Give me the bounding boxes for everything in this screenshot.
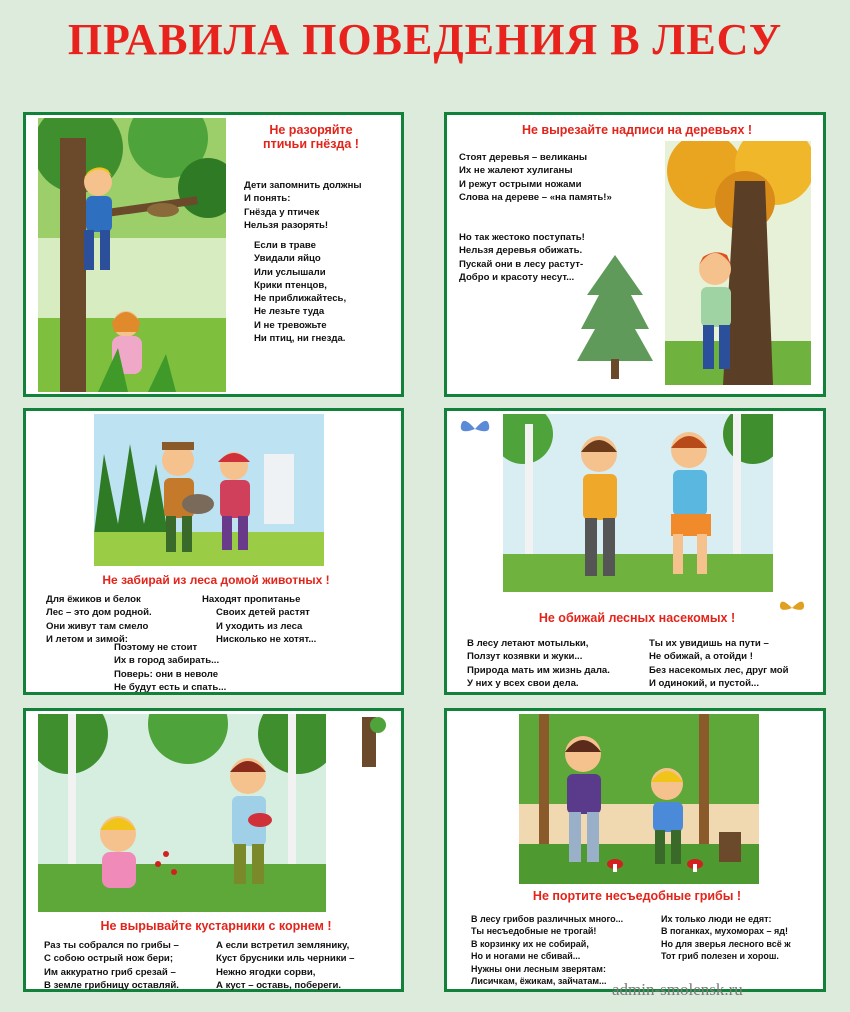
panel-title: Не забирай из леса домой животных ! [102, 573, 330, 587]
illustration-two-boys [503, 414, 773, 592]
poem-part-1: Раз ты собрался по грибы – С собою острый нож бери; Им аккуратно гриб срезай – В земле грибницу оставляй. [44, 940, 179, 991]
butterfly-icon [459, 415, 491, 443]
illustration-kids-toadstools [519, 714, 759, 884]
illustration-kids-mushroom-berries [38, 714, 326, 912]
panel-birds-nests [23, 112, 404, 397]
poem-part-1: В лесу летают мотыльки, Ползут козявки и жуки... Природа мать им жизнь дала. У них у всех свои дела. [467, 638, 610, 689]
illustration-kids-with-hedgehog [94, 414, 324, 566]
fir-tree-illustration [577, 255, 653, 379]
tree-stump-icon [348, 713, 392, 771]
watermark: admin-smolensk.ru [612, 980, 743, 999]
illustration-boy-in-tree [38, 118, 226, 392]
panel-insects [444, 408, 826, 695]
illustration-boy-carving-tree [665, 141, 811, 385]
poem-part-2: Ты их увидишь на пути – Не обижай, а отойди ! Без насекомых лес, друг мой И одинокий, и пустой... [649, 638, 789, 689]
panel-title: Не портите несъедобные грибы ! [532, 889, 742, 903]
panel-bushes [23, 708, 404, 992]
poem-part-1: Стоят деревья – великаны Их не жалеют хулиганы И режут острыми ножами Слова на дереве – «на память!» [459, 152, 612, 203]
panel-mushrooms [444, 708, 826, 992]
panel-title: Не обижай лесных насекомых ! [538, 611, 736, 625]
poem-part-2: Но так жестоко поступать! Нельзя деревья обижать. Пускай они в лесу растут- Добро и красоту несут... [459, 232, 585, 283]
poem-part-3: Поэтому не стоит Их в город забирать... Поверь: они в неволе Не будут есть и спать... [114, 642, 227, 693]
poem-part-1: Для ёжиков и белок Лес – это дом родной. Они живут там смело И летом и зимой: [46, 594, 152, 645]
poem-part-2: Находят пропитанье Своих детей растят И уходить из леса Нисколько не хотят... [202, 594, 317, 645]
page-title: ПРАВИЛА ПОВЕДЕНИЯ В ЛЕСУ [67, 15, 783, 64]
panel-wild-animals [23, 408, 404, 695]
panel-title: Не разоряйте птичьи гнёзда ! [263, 123, 359, 151]
poem-part-2: А если встретил землянику, Куст брусники иль черники – Нежно ягодки сорви, А куст – оставь, побереги. [216, 940, 355, 991]
poem-part-2: Если в траве Увидали яйцо Или услышали Крики птенцов, Не приближайтесь, Не лезьте туда И не тревожьте Ни птиц, ни гнезда. [254, 240, 347, 345]
poem-part-2: Их только люди не едят: В поганках, мухоморах – яд! Но для зверья лесного всё ж Тот гриб полезен и хорош. [661, 914, 791, 962]
panel-tree-carvings [444, 112, 826, 397]
poem-part-1: Дети запомнить должны И понять: Гнёзда у птичек Нельзя разорять! [244, 180, 362, 231]
panel-title: Не вырывайте кустарники с корнем ! [100, 919, 332, 933]
poem-part-1: В лесу грибов различных много... Ты несъедобные не трогай! В корзинку их не собирай, Но и ногами не сбивай... Нужны они лесным зверятам: Лисичкам, ёжикам, зайчатам... [471, 914, 624, 987]
panel-title: Не вырезайте надписи на деревьях ! [521, 123, 753, 137]
